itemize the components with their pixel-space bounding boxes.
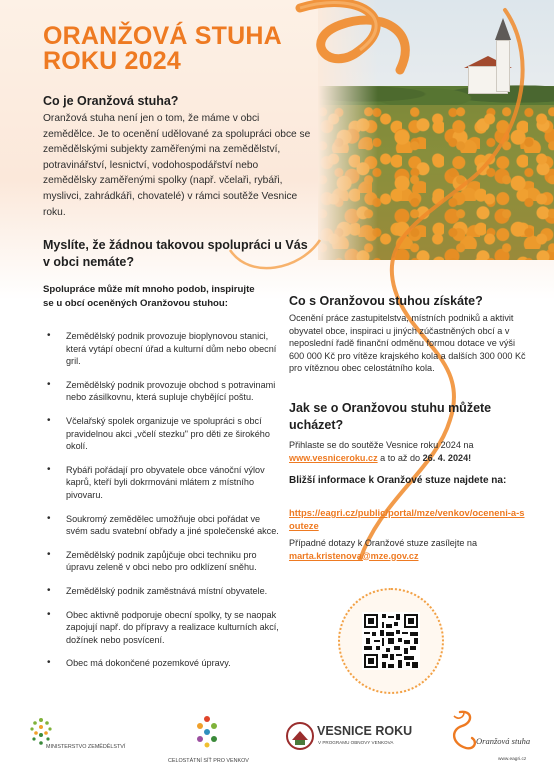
contact-email-link[interactable]: marta.kristenova@mze.gov.cz — [289, 550, 419, 561]
questions-text: Případné dotazy k Oranžové stuze zasílejte na marta.kristenova@mze.gov.cz — [289, 538, 478, 561]
list-item: • Obec má dokončené pozemkové úpravy. — [43, 657, 283, 670]
examples-list — [43, 330, 283, 670]
list-item: • Zemědělský podnik zaměstnává místní obyvatele. — [43, 585, 283, 598]
apply-heading: Jak se o Oranžovou stuhu můžete ucházet? — [289, 401, 492, 432]
oranzova-stuha-logo — [442, 708, 542, 768]
intro-heading: Co je Oranžová stuha? — [43, 94, 179, 108]
think-heading: Myslíte, že žádnou takovou spolupráci u Vás v obci nemáte? — [43, 238, 308, 269]
list-item: • Zemědělský podnik provozuje bioplynovou stanici, která vytápí obecní úřad a kulturní dům nebo obecní gril. — [43, 330, 283, 368]
list-item: • Obec aktivně podporuje obecní spolky, ty se naopak zapojují např. do přípravy a realizace kulturních akcí, dožínek nebo posvícení. — [43, 609, 283, 647]
intro-text: Oranžová stuha není jen o tom, že máme v obci zemědělce. Je to ocenění udělované za spolupráci obce se zemědělskými subjekty zaměřenými na zemědělství, potravinářství, lesnictví, vodohospodářství nebo zemědělsky zaměřenými spolky (např. včelaři, rybáři, myslivci, zahrádkáři, chovatelé) v rámci soutěže Vesnice roku. — [43, 113, 311, 218]
stuha-name: Oranžová stuha — [476, 736, 531, 746]
church-illustration — [468, 32, 528, 102]
poster-title — [43, 24, 343, 74]
benefits-text: Ocenění práce zastupitelstva, místních podniků a aktivit obyvatel obce, inspiraci u jiných zúčastněných obcí a v neposlední řadě finanční odměnu formou dotace ve výši 600 000 Kč pro vítěze krajského kola a dalších 300 000 Kč pro vítěznou obec celostátního kola. — [289, 313, 526, 374]
pumpkin-field-photo — [318, 0, 554, 260]
network-label: CELOSTÁTNÍ SÍŤ PRO VENKOV — [168, 758, 249, 764]
ribbon-emblem-icon — [442, 708, 486, 756]
ministry-logo — [26, 716, 146, 756]
list-item: • Soukromý zemědělec umožňuje obci pořádat ve svém sadu svatební obřady a jiné společenské akce. — [43, 513, 283, 538]
title-line-1: ORANŽOVÁ STUHA — [43, 22, 282, 50]
vesnice-roku-title: VESNICE ROKU — [317, 724, 413, 738]
network-logo — [168, 714, 268, 764]
stuha-url: www.eagri.cz — [498, 757, 527, 762]
network-emblem-icon — [190, 714, 224, 748]
ministry-label: MINISTERSTVO ZEMĚDĚLSTVÍ — [46, 744, 126, 750]
inspiration-lead: Spolupráce může mít mnoho podob, inspirujte se u obcí oceněných Oranžovou stuhou: — [43, 284, 255, 309]
title-line-2: ROKU 2024 — [43, 47, 181, 75]
deadline: 26. 4. 2024! — [422, 452, 472, 463]
village-emblem-icon — [286, 722, 314, 750]
qr-code-icon[interactable] — [362, 612, 420, 670]
list-item: • Zemědělský podnik zapůjčuje obci techniku pro úpravu zeleně v obci nebo pro odklízení sněhu. — [43, 549, 283, 574]
benefits-heading: Co s Oranžovou stuhou získáte? — [289, 294, 483, 308]
vesnice-roku-logo — [286, 722, 426, 758]
more-info-heading: Bližší informace k Oranžové stuze najdete na: — [289, 475, 507, 486]
list-item: • Včelařský spolek organizuje ve spolupráci s obcí pravidelnou akci „včelí stezku" pro děti ze širokého okolí. — [43, 415, 283, 453]
apply-text: Přihlaste se do soutěže Vesnice roku 2024 na www.vesniceroku.cz a to až do 26. 4. 2024! — [289, 440, 474, 463]
list-item: • Rybáři pořádají pro obyvatele obce vánoční výlov kaprů, kteří byli dokrmováni mlátem z místního pivovaru. — [43, 464, 283, 502]
vesniceroku-link[interactable]: www.vesniceroku.cz — [289, 452, 378, 463]
vesnice-roku-subtitle: V PROGRAMU OBNOVY VENKOVA — [318, 740, 394, 745]
eagri-link[interactable]: https://eagri.cz/public/portal/mze/venkov/oceneni-a-souteze — [289, 507, 525, 531]
footer-logos — [0, 708, 554, 781]
list-item: • Zemědělský podnik provozuje obchod s potravinami nebo zásilkovnu, která supluje chybějící poštu. — [43, 379, 283, 404]
